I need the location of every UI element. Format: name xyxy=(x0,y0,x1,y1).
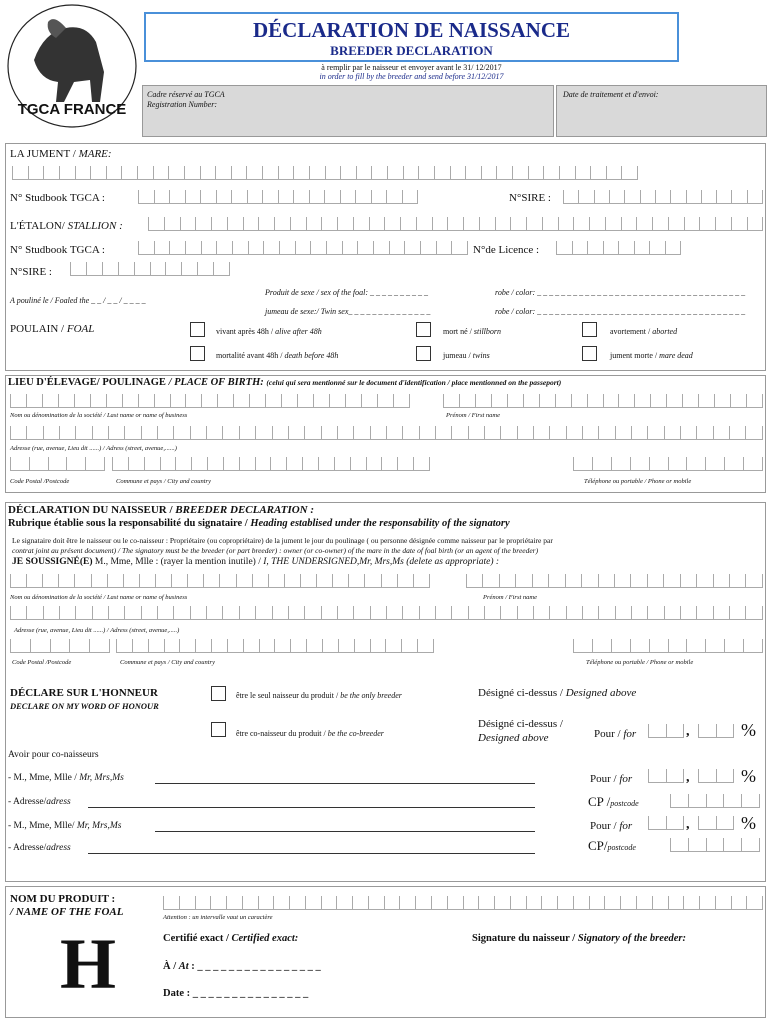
honour-en: DECLARE ON MY WORD OF HONOUR xyxy=(10,701,159,711)
mare-name-cells[interactable] xyxy=(12,166,638,180)
stallion-label-en: STALLION : xyxy=(67,220,123,232)
birth-place-title xyxy=(8,377,561,388)
birth-firstname-label: Prénom / First name xyxy=(446,412,500,419)
birth-place-title-en: / PLACE OF BIRTH: xyxy=(168,377,267,388)
pour-en-1: for xyxy=(623,728,637,740)
co-breeder-checkbox[interactable] xyxy=(211,722,226,737)
co-row-1-en: Mr, Mrs,Ms xyxy=(79,773,124,783)
death-checkbox[interactable] xyxy=(190,346,205,361)
pct-dec-cells-2[interactable] xyxy=(698,769,734,783)
birth-phone-cells[interactable] xyxy=(573,457,763,471)
designed-above-2-en: Designed above xyxy=(478,732,549,744)
licence-cells[interactable] xyxy=(556,241,681,255)
co-breeder-label xyxy=(236,729,384,738)
designed-above xyxy=(478,687,636,699)
breeder-title-en: BREEDER DECLARATION : xyxy=(175,504,315,516)
birth-place-note: (celui qui sera mentionné sur le document d'identification / place mentionned on the passeport) xyxy=(266,378,562,387)
co-row-4 xyxy=(8,843,71,853)
big-letter: H xyxy=(60,924,117,1004)
breeder-para-1: Le signataire doit être le naisseur ou le co-naisseur : Propriétaire (ou copropriétaire) de la jument le jour du poulinage ( ou personne désignée comme naisseur par le propriétaire par xyxy=(12,536,553,545)
co-row-3-line[interactable] xyxy=(155,831,535,832)
alive-label xyxy=(216,327,322,336)
co-row-1-line[interactable] xyxy=(155,783,535,784)
birth-phone-label: Téléphone ou portable / Phone or mobile xyxy=(584,478,692,485)
at-field[interactable] xyxy=(163,961,321,972)
pour-en-2: for xyxy=(619,773,633,785)
breeder-postcode-cells[interactable] xyxy=(10,639,110,653)
breeder-address-cells[interactable] xyxy=(10,606,763,620)
birth-postcode-label: Code Postal /Postcode xyxy=(10,478,70,485)
only-breeder-en: be the only breeder xyxy=(340,691,402,700)
breeder-firstname-label: Prénom / First name xyxy=(483,594,537,601)
pour-en-3: for xyxy=(619,820,633,832)
mare-dead-label xyxy=(610,351,693,360)
breeder-name-cells[interactable] xyxy=(10,574,430,588)
co-row-1-fr: - M., Mme, Mlle / xyxy=(8,773,80,783)
studbook-label: N° Studbook TGCA : xyxy=(10,192,105,204)
logo-text-bottom: TGCA FRANCE xyxy=(17,101,127,118)
breeder-heading xyxy=(8,518,510,529)
pour-fr-3: Pour / xyxy=(590,820,620,832)
studbook-label-2: N° Studbook TGCA : xyxy=(10,244,105,256)
note-fr: à remplir par le naisseur et envoyer avant le 31/ 12/2017 xyxy=(321,63,502,72)
birth-city-label: Commune et pays / City and country xyxy=(116,478,211,485)
alive-label-en: alive after 48h xyxy=(275,327,322,336)
foal-label-en: FOAL xyxy=(66,323,95,335)
co-row-3-en: Mr, Mrs,Ms xyxy=(76,821,122,831)
cp-en-2: postcode xyxy=(607,843,636,852)
stillborn-checkbox[interactable] xyxy=(416,322,431,337)
co-row-2-line[interactable] xyxy=(88,807,535,808)
foal-name-cells[interactable] xyxy=(163,896,763,910)
reserved-en: Registration Number: xyxy=(147,100,217,109)
co-row-4-en: adress xyxy=(46,843,71,853)
designed-above-fr: Désigné ci-dessus / xyxy=(478,687,566,699)
mare-label-en: MARE: xyxy=(78,148,112,160)
honour-fr: DÉCLARE SUR L'HONNEUR xyxy=(10,687,158,699)
reserved-box xyxy=(142,85,554,137)
co-breeder-fr: être co-naisseur du produit / xyxy=(236,729,328,738)
undersigned-en: I, THE UNDERSIGNED,Mr, Mrs,Ms (delete as appropriate) : xyxy=(263,557,500,567)
aborted-label xyxy=(610,327,677,336)
co-row-2 xyxy=(8,797,71,807)
death-label xyxy=(216,351,338,360)
date-field-label: Date xyxy=(163,988,184,999)
birth-postcode-cells[interactable] xyxy=(10,457,105,471)
breeder-heading-fr: Rubrique établie sous la responsabilité du signataire / xyxy=(8,518,251,529)
aborted-label-fr: avortement / xyxy=(610,327,653,336)
mare-label-fr: LA JUMENT / xyxy=(10,148,79,160)
co-row-3-fr: - M., Mme, Mlle/ xyxy=(8,821,77,831)
pour-fr-1: Pour / xyxy=(594,728,624,740)
foal-name-label-en: / NAME OF THE FOAL xyxy=(10,906,124,918)
breeder-address-label: Adresse (rue, avenue, Lieu dit ......) / Adress (street, avenue,.....) xyxy=(14,627,180,634)
death-label-fr: mortalité avant 48h / xyxy=(216,351,285,360)
twins-label xyxy=(443,351,490,360)
breeder-firstname-cells[interactable] xyxy=(466,574,763,588)
certified-label xyxy=(163,933,298,944)
aborted-label-en: aborted xyxy=(652,327,678,336)
only-breeder-fr: être le seul naisseur du produit / xyxy=(236,691,341,700)
stallion-cells[interactable] xyxy=(148,217,763,231)
reserved-fr: Cadre réservé au TGCA xyxy=(147,90,225,99)
cp-cells-2[interactable] xyxy=(670,838,760,852)
co-row-4-fr: - Adresse/ xyxy=(8,843,47,853)
birth-name-label: Nom ou dénomination de la société / Last name or name of business xyxy=(10,412,188,419)
breeder-city-cells[interactable] xyxy=(116,639,434,653)
designed-above-en: Designed above xyxy=(565,687,637,699)
title-box xyxy=(144,12,679,62)
signature-fr: Signature du naisseur / xyxy=(472,933,578,944)
cp-en-1: postcode xyxy=(610,799,639,808)
at-label-fr: À / xyxy=(163,961,179,972)
foal-label xyxy=(10,323,94,335)
pour-fr-2: Pour / xyxy=(590,773,620,785)
sire-cells-2[interactable] xyxy=(70,262,230,276)
co-row-4-line[interactable] xyxy=(88,853,535,854)
co-row-2-en: adress xyxy=(46,797,71,807)
foaled-label: A pouliné le / Foaled the _ _ / _ _ / _ _ _ _ xyxy=(10,296,146,305)
pour-label-1 xyxy=(594,728,636,740)
pct-int-cells-2[interactable] xyxy=(648,769,684,783)
breeder-name-label: Nom ou dénomination de la société / Last name or name of business xyxy=(10,594,188,601)
birth-address-label: Adresse (rue, avenue, Lieu dit ......) / Adress (street, avenue,......) xyxy=(10,445,177,452)
twins-checkbox[interactable] xyxy=(416,346,431,361)
stillborn-label-fr: mort né / xyxy=(443,327,474,336)
stillborn-label xyxy=(443,327,501,336)
page-title: DÉCLARATION DE NAISSANCE xyxy=(253,18,570,42)
logo xyxy=(4,2,140,130)
certified-en: Certified exact: xyxy=(231,933,299,944)
studbook-cells-2[interactable] xyxy=(138,241,468,255)
certified-fr: Certifié exact / xyxy=(163,933,232,944)
birth-city-cells[interactable] xyxy=(112,457,430,471)
breeder-heading-en: Heading establised under the responsability of the signatory xyxy=(250,518,510,529)
cp-label-1 xyxy=(588,794,639,810)
cp-fr-1: CP / xyxy=(588,794,611,809)
stallion-label-fr: L'ÉTALON/ xyxy=(10,220,68,232)
pour-label-3 xyxy=(590,820,632,832)
alive-label-fr: vivant après 48h / xyxy=(216,327,276,336)
breeder-para-2: contrat joint au présent document) / The signatory must be the breeder (or part breeder) : owner (or co-owner) of the mare in the date of foal birth (or an agent of the breeder) xyxy=(12,546,539,555)
birth-name-cells[interactable] xyxy=(10,394,410,408)
color-label: robe / color: _ _ _ _ _ _ _ _ _ _ _ _ _ _ _ _ _ _ _ _ _ _ _ _ _ _ _ _ _ _ _ _ _ _ _ xyxy=(495,288,746,297)
birth-firstname-cells[interactable] xyxy=(443,394,763,408)
undersigned-fr: JE SOUSSIGNÉ(E) xyxy=(12,557,95,567)
percent-3: % xyxy=(741,813,756,833)
mare-dead-label-fr: jument morte / xyxy=(610,351,660,360)
co-breeders-label: Avoir pour co-naisseurs xyxy=(8,750,99,760)
foal-name-label-fr: NOM DU PRODUIT : xyxy=(10,893,116,905)
pct-dec-cells-3[interactable] xyxy=(698,816,734,830)
percent-1: % xyxy=(741,720,756,740)
at-label-en: At xyxy=(178,961,189,972)
breeder-title xyxy=(8,504,314,516)
undersigned-label xyxy=(12,557,499,567)
at-line: : _ _ _ _ _ _ _ _ _ _ _ _ _ _ _ _ xyxy=(188,961,321,972)
alive-checkbox[interactable] xyxy=(190,322,205,337)
stillborn-label-en: stillborn xyxy=(473,327,502,336)
page-subtitle: BREEDER DECLARATION xyxy=(330,43,493,58)
sex-label: Produit de sexe / sex of the foal: _ _ _ _ _ _ _ _ _ _ xyxy=(265,288,429,297)
twin-sex-label: jumeau de sexe:/ Twin sex_ _ _ _ _ _ _ _ _ _ _ _ _ _ xyxy=(265,307,431,316)
sire-label: N°SIRE : xyxy=(509,192,551,204)
death-label-en: death before 48h xyxy=(284,351,339,360)
stallion-label xyxy=(10,220,123,232)
mare-dead-checkbox[interactable] xyxy=(582,346,597,361)
cp-cells-1[interactable] xyxy=(670,794,760,808)
cp-label-2 xyxy=(588,838,636,854)
co-row-3 xyxy=(8,821,121,831)
pour-label-2 xyxy=(590,773,632,785)
sire-cells[interactable] xyxy=(563,190,763,204)
pct-comma-3: , xyxy=(686,817,690,832)
breeder-phone-cells[interactable] xyxy=(573,639,763,653)
pct-comma-1: , xyxy=(686,724,690,739)
signature-en: Signatory of the breeder: xyxy=(577,933,687,944)
only-breeder-checkbox[interactable] xyxy=(211,686,226,701)
color-label-2: robe / color: _ _ _ _ _ _ _ _ _ _ _ _ _ _ _ _ _ _ _ _ _ _ _ _ _ _ _ _ _ _ _ _ _ _ _ xyxy=(495,307,746,316)
mare-dead-label-en: mare dead xyxy=(659,351,693,360)
studbook-cells[interactable] xyxy=(138,190,418,204)
undersigned-rest: M., Mme, Mlle : (rayer la mention inutile) / xyxy=(94,557,264,567)
date-field[interactable] xyxy=(163,988,308,999)
sire-label-2: N°SIRE : xyxy=(10,266,52,278)
designed-above-2: Désigné ci-dessus / xyxy=(478,718,563,730)
co-row-2-fr: - Adresse/ xyxy=(8,797,47,807)
date-box xyxy=(556,85,767,137)
percent-2: % xyxy=(741,766,756,786)
breeder-phone-label: Téléphone ou portable / Phone or mobile xyxy=(586,659,694,666)
licence-label: N°de Licence : xyxy=(473,244,540,256)
birth-place-title-fr: LIEU D'ÉLEVAGE/ POULINAGE xyxy=(8,377,169,388)
pct-comma-2: , xyxy=(686,770,690,785)
date-label: Date de traitement et d'envoi: xyxy=(563,90,659,99)
co-breeder-en: be the co-breeder xyxy=(327,729,384,738)
aborted-checkbox[interactable] xyxy=(582,322,597,337)
breeder-postcode-label: Code Postal /Postcode xyxy=(12,659,72,666)
mare-label xyxy=(10,148,112,160)
breeder-city-label: Commune et pays / City and country xyxy=(120,659,215,666)
attention-note: Attention : un intervalle vaut un caractère xyxy=(163,914,273,921)
twins-label-fr: jumeau / xyxy=(443,351,473,360)
date-line: : _ _ _ _ _ _ _ _ _ _ _ _ _ _ _ xyxy=(184,988,309,999)
breeder-title-fr: DÉCLARATION DU NAISSEUR / xyxy=(8,504,176,516)
signature-label xyxy=(472,933,686,944)
only-breeder-label xyxy=(236,691,402,700)
foal-label-fr: POULAIN / xyxy=(10,323,67,335)
birth-address-cells[interactable] xyxy=(10,426,763,440)
twins-label-en: twins xyxy=(472,351,490,360)
pct-dec-cells-1[interactable] xyxy=(698,724,734,738)
pct-int-cells-1[interactable] xyxy=(648,724,684,738)
pct-int-cells-3[interactable] xyxy=(648,816,684,830)
cp-fr-2: CP/ xyxy=(588,838,608,853)
note-en: in order to fill by the breeder and send before 31/12/2017 xyxy=(319,72,504,81)
co-row-1 xyxy=(8,773,124,783)
